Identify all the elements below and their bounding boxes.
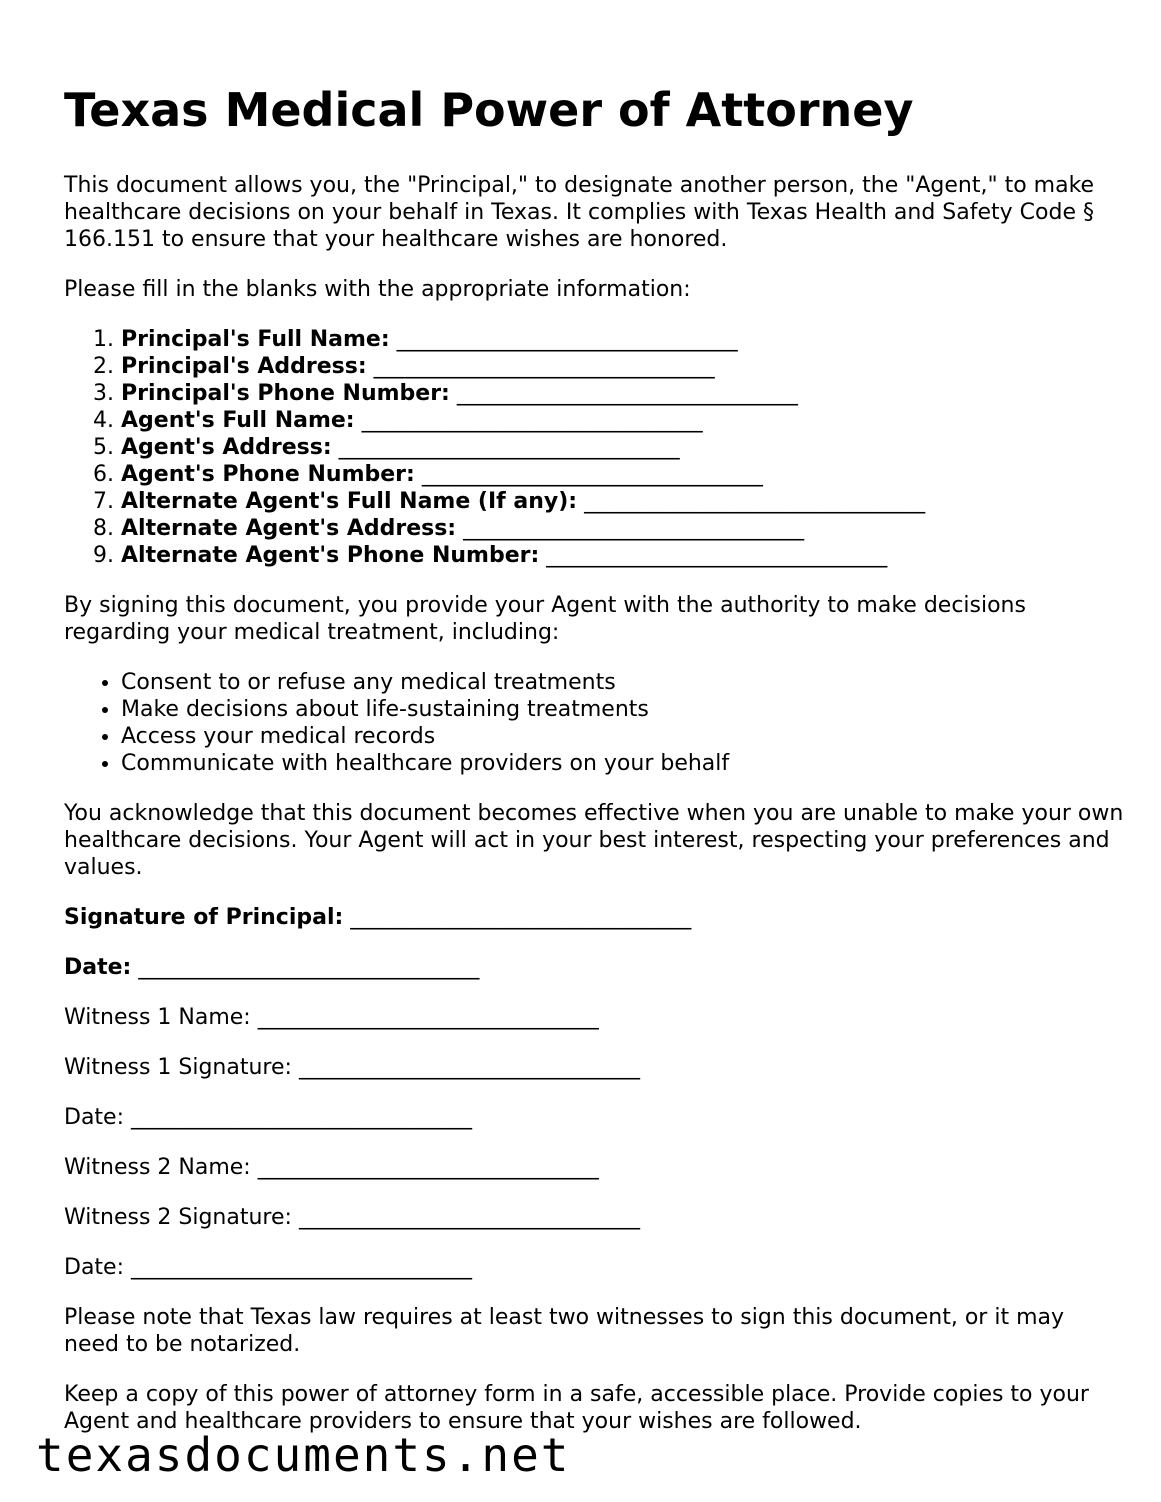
field-label: Agent's Full Name:: [121, 408, 355, 433]
date-label: Date:: [64, 955, 132, 980]
witness2-name-line[interactable]: [64, 1154, 1124, 1181]
field-label: Principal's Full Name:: [121, 327, 390, 352]
field-label: Alternate Agent's Phone Number:: [121, 543, 540, 568]
field-label: Agent's Phone Number:: [121, 462, 415, 487]
field-agent-phone[interactable]: [121, 461, 1124, 488]
authorities-list: [64, 669, 1124, 777]
field-label: Agent's Address:: [121, 435, 332, 460]
authority-item: • Communicate with healthcare providers on your behalf: [121, 750, 1124, 777]
witness1-date-line[interactable]: [64, 1104, 1124, 1131]
field-agent-address[interactable]: [121, 434, 1124, 461]
witness2-signature-blank: _______________________________: [298, 1205, 640, 1230]
field-agent-full-name[interactable]: [121, 407, 1124, 434]
authority-item: • Make decisions about life-sustaining treatments: [121, 696, 1124, 723]
witness1-name-blank: _______________________________: [257, 1005, 599, 1030]
principal-date-line[interactable]: [64, 954, 1124, 981]
witness2-date-blank: _______________________________: [131, 1255, 472, 1280]
field-alternate-agent-phone[interactable]: [121, 542, 1124, 569]
witness2-signature-label: Witness 2 Signature:: [64, 1205, 292, 1230]
field-principal-full-name[interactable]: [121, 326, 1124, 353]
field-blank: _______________________________: [546, 543, 888, 568]
copy-note-paragraph: Keep a copy of this power of attorney form in a safe, accessible place. Provide copies to your Agent and healthcare providers to ensure that your wishes are followed.: [64, 1382, 1089, 1434]
instruction-paragraph: Please fill in the blanks with the appropriate information:: [64, 277, 691, 302]
field-principal-phone[interactable]: [121, 380, 1124, 407]
witness1-date-label: Date:: [64, 1105, 124, 1130]
witness2-signature-line[interactable]: [64, 1204, 1124, 1231]
field-label: Alternate Agent's Full Name (If any):: [121, 489, 578, 514]
field-label: Principal's Address:: [121, 354, 367, 379]
field-blank: _______________________________: [463, 516, 805, 541]
witness1-signature-blank: _______________________________: [298, 1055, 640, 1080]
witness2-date-line[interactable]: [64, 1254, 1124, 1281]
field-blank: _______________________________: [456, 381, 798, 406]
witness1-signature-line[interactable]: [64, 1054, 1124, 1081]
document-page: [64, 80, 1124, 1458]
intro-paragraph: This document allows you, the "Principal," to designate another person, the "Agent," to make healthcare decisions on your behalf in Texas. It complies with Texas Health and Safety Code § 166.151 to ensure that your healthcare wishes are honored.: [64, 173, 1095, 252]
witness2-name-label: Witness 2 Name:: [64, 1155, 251, 1180]
witness1-signature-label: Witness 1 Signature:: [64, 1055, 292, 1080]
authority-item: • Access your medical records: [121, 723, 1124, 750]
acknowledgment-paragraph: You acknowledge that this document becomes effective when you are unable to make your own healthcare decisions. Your Agent will act in your best interest, respecting your preferences and values.: [64, 801, 1124, 880]
field-principal-address[interactable]: [121, 353, 1124, 380]
document-title: Texas Medical Power of Attorney: [64, 83, 914, 137]
information-fields-list: [64, 326, 1124, 569]
authority-intro-paragraph: By signing this document, you provide your Agent with the authority to make decisions regarding your medical treatment, including:: [64, 593, 1026, 645]
field-blank: _______________________________: [421, 462, 763, 487]
witness1-name-label: Witness 1 Name:: [64, 1005, 251, 1030]
field-alternate-agent-full-name[interactable]: [121, 488, 1124, 515]
field-label: Principal's Phone Number:: [121, 381, 450, 406]
field-blank: _______________________________: [373, 354, 715, 379]
witness1-date-blank: _______________________________: [131, 1105, 472, 1130]
signature-blank: _______________________________: [350, 905, 692, 930]
witness1-name-line[interactable]: [64, 1004, 1124, 1031]
field-label: Alternate Agent's Address:: [121, 516, 457, 541]
principal-signature-line[interactable]: [64, 904, 1124, 931]
field-alternate-agent-address[interactable]: [121, 515, 1124, 542]
field-blank: _______________________________: [584, 489, 926, 514]
witness2-date-label: Date:: [64, 1255, 124, 1280]
site-watermark: texasdocuments.net: [36, 1428, 571, 1482]
signature-label: Signature of Principal:: [64, 905, 344, 930]
field-blank: _______________________________: [338, 435, 680, 460]
witness2-name-blank: _______________________________: [257, 1155, 599, 1180]
witness-note-paragraph: Please note that Texas law requires at least two witnesses to sign this document, or it may need to be notarized.: [64, 1305, 1065, 1357]
field-blank: _______________________________: [361, 408, 703, 433]
field-blank: _______________________________: [396, 327, 738, 352]
date-blank: _______________________________: [138, 955, 480, 980]
authority-item: • Consent to or refuse any medical treatments: [121, 669, 1124, 696]
